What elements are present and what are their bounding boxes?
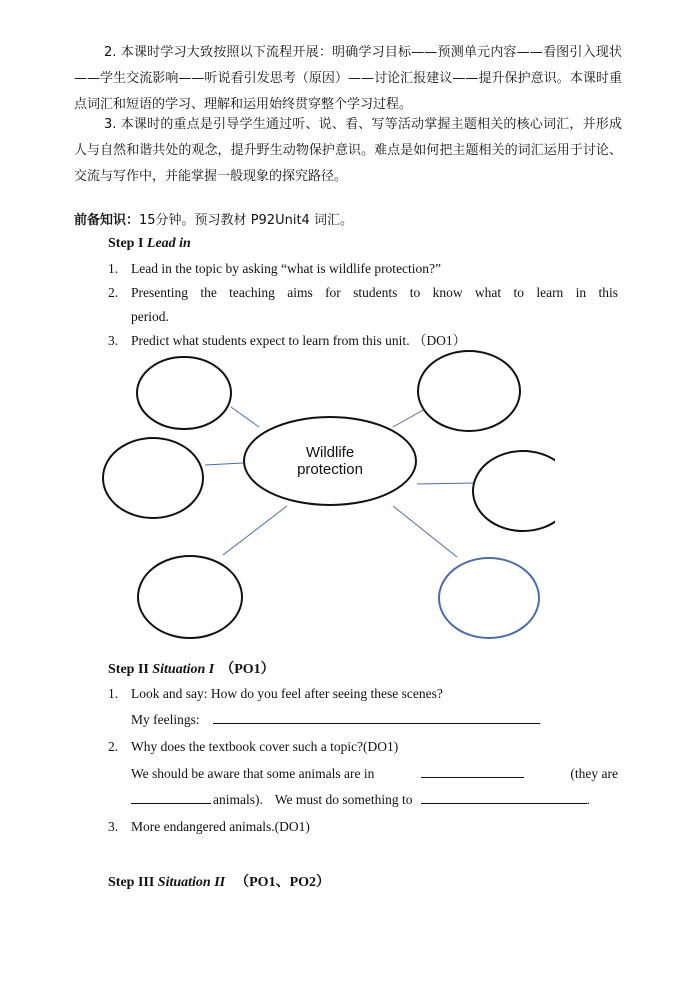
bubble-top-right [418,351,520,431]
step3-heading: Step III Situation II （PO1、PO2） [108,875,331,890]
step2-item2-text: Why does the textbook cover such a topic?(DO1) [131,739,399,754]
animals-text: animals). [213,792,263,807]
endangered-blank[interactable] [421,763,524,778]
step2-item3-text: More endangered animals.(DO1) [131,819,310,834]
my-feelings-label: My feelings: [131,712,200,727]
intro-paragraph-2: 2. 本课时学习大致按照以下流程开展：明确学习目标——预测单元内容——看图引入现状——学生交流影响——听说看引发思考（原因）——讨论汇报建议——提升保护意识。本课时重点词汇和短语的学习、理解和运用始终贯穿整个学习过程。 [74,45,622,112]
step1-item1-text: Lead in the topic by asking “what is wildlife protection?” [131,261,442,276]
bubble-right [473,451,555,531]
my-feelings-blank[interactable] [213,709,540,724]
wildlife-mind-map [95,345,555,645]
connector-bottom-right [393,506,457,557]
prep-knowledge [74,208,353,234]
bubble-top-left [137,357,231,429]
do-something-period: . [586,792,590,807]
bubble-bottom-right [439,558,539,638]
step1-item2-line1: Presenting the teaching aims for students to know what to learn in this [131,285,618,300]
step1-heading: Step I Lead in [108,236,191,251]
aware-text-b: (they are [570,766,618,781]
step1-item3-number: 3. [108,333,119,348]
connector-left [205,463,243,465]
animals-type-blank[interactable] [131,789,211,804]
step2-item3-number: 3. [108,819,119,834]
my-feelings-line [131,708,618,731]
bubble-bottom-left [138,556,242,638]
step1-item2-line2: period. [131,309,169,324]
step1-item2-number: 2. [108,285,119,300]
bubble-left [103,438,203,518]
aware-line [131,762,618,785]
connector-bottom-left [223,506,287,555]
step2-item1-number: 1. [108,686,119,701]
do-something-text: We must do something to [274,792,413,807]
do-something-blank[interactable] [421,789,587,804]
connector-top-left [231,407,259,427]
step2-item2-number: 2. [108,739,119,754]
step2-heading: Step II Situation I （PO1） [108,662,275,677]
connector-top-right [393,409,425,427]
center-label-line1: Wildlife [305,444,355,461]
connector-right [417,483,473,484]
step2-item1-text: Look and say: How do you feel after seeing these scenes? [131,686,443,701]
prep-label: 前备知识： [74,213,140,228]
prep-text: 15分钟。预习教材 P92Unit4 词汇。 [139,213,353,228]
step1-item1-number: 1. [108,261,119,276]
intro-paragraph-3: 3. 本课时的重点是引导学生通过听、说、看、写等活动掌握主题相关的核心词汇，并形成人与自然和谐共处的观念，提升野生动物保护意识。难点是如何把主题相关的词汇运用于讨论、交流与写作中，并能掌握一般现象的探究路径。 [74,117,622,184]
center-label-line2: protection [297,461,363,478]
do-something-line [131,788,618,811]
step1-item3-text: Predict what students expect to learn from this unit. （DO1） [131,333,467,348]
aware-text-a: We should be aware that some animals are in [131,766,375,781]
